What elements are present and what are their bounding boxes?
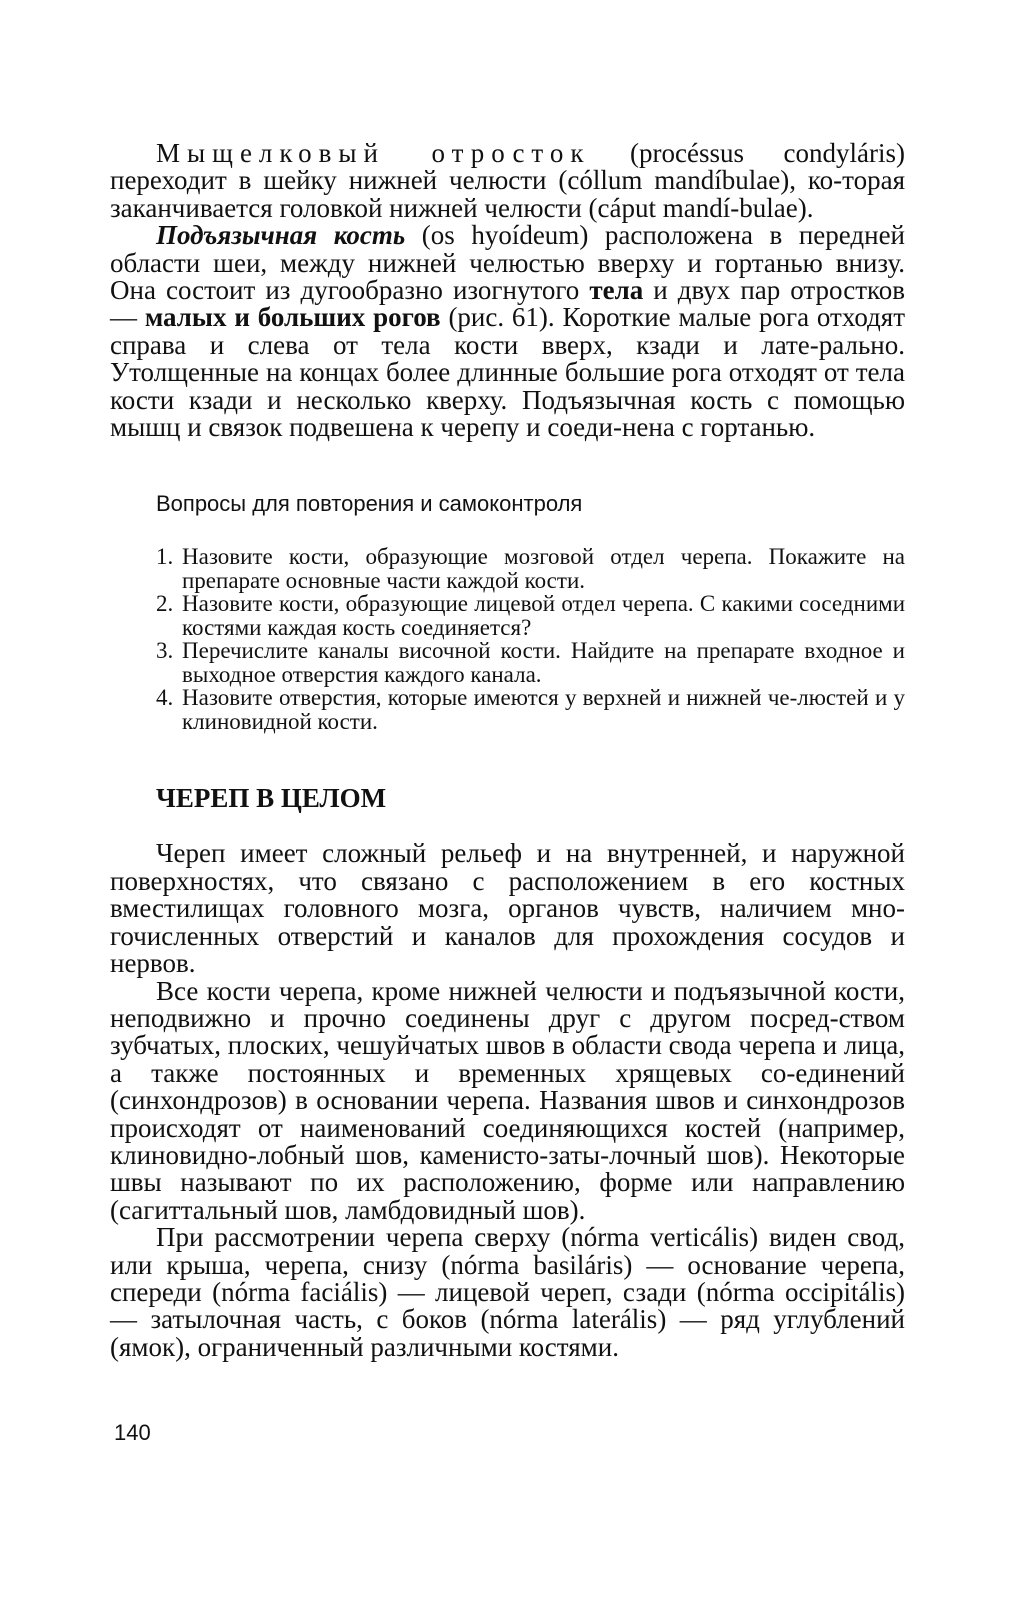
paragraph-text: (рис. 61). Короткие малые рога отходят справа и слева от тела кости вверх, кзади и лате-рально. Утолщенные на концах более длинные большие рога отходят от тела кости кзади и несколько кверху. Подъязычная кость с помощью мышц и связок подвешена к черепу и соеди-нена с гортанью. xyxy=(110,302,906,443)
term-hyoid-bone: Подъязычная кость xyxy=(156,220,406,251)
question-number: 1. xyxy=(156,544,174,570)
term-condylar-process: Мыщелковый отросток xyxy=(156,138,591,168)
term-body: тела xyxy=(589,275,644,306)
question-number: 3. xyxy=(156,638,174,664)
paragraph-text: и двух пар отростков — xyxy=(110,275,906,333)
question-item xyxy=(110,545,905,592)
page-content xyxy=(110,140,905,1361)
paragraph-hyoid-bone xyxy=(110,222,905,441)
paragraph-skull-sutures: Все кости черепа, кроме нижней челюсти и подъязычной кости, неподвижно и прочно соединены друг с другом посред-ством зубчатых, плоских, чешуйчатых швов в области свода черепа и лица, а также постоянных и временных хрящевых со-единений (синхондрозов) в основании черепа. Названия швов и синхондрозов происходят от наименований соединяющихся костей (например, клиновидно-лобный шов, каменисто-заты-лочный шов). Некоторые швы называют по их расположению, форме или направлению (сагиттальный шов, ламбдовидный шов). xyxy=(110,975,905,1225)
question-text: Назовите кости, образующие мозговой отдел черепа. Покажите на препарате основные части каждой кости. xyxy=(182,544,905,593)
question-text: Назовите отверстия, которые имеются у верхней и нижней че-люстей и у клиновидной кости. xyxy=(182,685,905,734)
questions-heading: Вопросы для повторения и самоконтроля xyxy=(156,491,583,517)
question-number: 2. xyxy=(156,591,174,617)
page-number: 140 xyxy=(114,1420,151,1445)
question-text: Назовите кости, образующие лицевой отдел черепа. С какими соседними костями каждая кость соединяется? xyxy=(182,591,905,640)
paragraph-skull-relief: Череп имеет сложный рельеф и на внутренней, и наружной поверхностях, что связано с расположением в его костных вместилищах головного мозга, органов чувств, наличием мно-гочисленных отверстий и каналов для прохождения сосудов и нервов. xyxy=(110,838,905,979)
question-text: Перечислите каналы височной кости. Найдите на препарате входное и выходное отверстия каждого канала. xyxy=(182,638,905,687)
question-number: 4. xyxy=(156,685,174,711)
question-item xyxy=(110,639,905,686)
spacer xyxy=(110,813,905,840)
paragraph-text: (os hyoídeum) расположена в передней области шеи, между нижней челюстью вверху и гортанью внизу. Она состоит из дугообразно изогнутого xyxy=(110,220,905,306)
question-item xyxy=(110,686,905,733)
questions-list xyxy=(110,545,905,733)
section-title: ЧЕРЕП В ЦЕЛОМ xyxy=(156,783,387,814)
paragraph-condylar-process xyxy=(110,140,905,222)
paragraph-skull-norms: При рассмотрении черепа сверху (nórma verticális) виден свод, или крыша, черепа, снизу (nórma basiláris) — основание черепа, спереди (nórma faciális) — лицевой череп, сзади (nórma occipitális) — затылочная часть, с боков (nórma laterális) — ряд углублений (ямок), ограниченный различными костями. xyxy=(110,1222,905,1362)
question-item xyxy=(110,592,905,639)
term-horns: малых и больших рогов xyxy=(144,302,441,333)
paragraph-text: (procéssus condyláris) переходит в шейку нижней челюсти (cóllum mandíbulae), ко-торая заканчивается головкой нижней челюсти (cáput mandí-bulae). xyxy=(110,138,905,223)
